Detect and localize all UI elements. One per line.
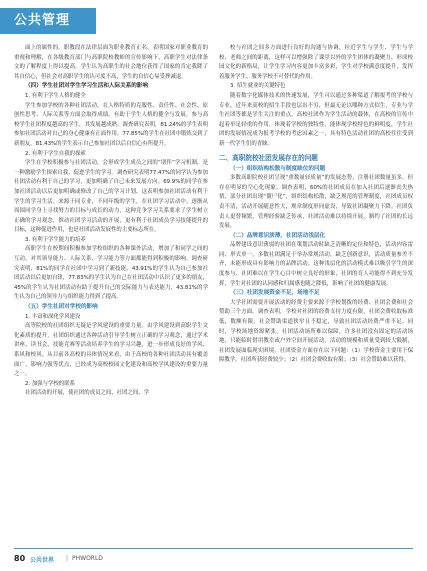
paragraph: 校与社团之间多方面进行良好的沟通与协调，拉近学生与学生、学生与学校、老师之间的距离，这样可以增强除了课堂以外的学生团体的凝聚力，形成校园文化的新格局，让学生学习内容更加丰富多彩，学生对学校满意度提升，发挥着服务学生、服务学校不可替代的作用。 — [219, 45, 413, 80]
subsection-heading: （三）社团发展资金不足，场地不足 — [230, 290, 320, 297]
paragraph: 3. 有利于学生能力的培养 — [25, 236, 86, 243]
subsection-heading: （四）学生社团对学生学习生活和人际关系的影响 — [25, 83, 149, 90]
subsection-heading: （五）学生社团对学校的影响 — [25, 304, 98, 311]
subsection-heading: （一）组织结构松散与制度缺位的问题 — [230, 165, 326, 172]
left-column — [14, 44, 208, 540]
page-number: 80 — [14, 554, 26, 563]
paragraph: 多数高职院校社团呈现“重数量轻质量”的发展态势，注册社团数量虽多，但存在明显的空心化现象。调查表明，60%的社团成员在加入社团后逐渐丧失热情，部分社团出现“僵尸化”，组织结构松散，缺乏规范的管理制度，社团成员权责不清，活动开展随意性大，规章制度形同虚设，导致社团凝聚力下降。社团负责人更替频繁，管理经验缺乏传承，社团活动难以持续开展，制约了社团的长远发展。 — [219, 175, 413, 230]
article-body — [14, 44, 413, 540]
magazine-title: 公共世界 — [30, 557, 55, 564]
paragraph: 随着数字化媒体技术的快速发展，学生可以通过多种渠道了解报考的学校与专业，近年来高校的招生手段也层出不穷，但最无论以哪种方式招生，专业与学生社团等都是学生关注的重点，高校社团作为学生活动的载体，在高校的宣传中起着举足轻重的作用，体现着学校的独特性，能体现学校特色的鲜明度，学生社团的发展情况成为报考学校的考虑因素之一，具有特色活动社团的高校往往受到新一代学生们的青睐。 — [219, 92, 413, 147]
paragraph: 1. 丰富和深化学风建设 — [25, 313, 81, 320]
footer-separator: | — [66, 555, 69, 562]
paragraph: 3. 招生就业的关键特色 — [230, 83, 286, 90]
page-header — [0, 0, 427, 44]
paragraph: 学生在学校积极参与社团活动，会形成学生成员之间的“朋伴”学习机制，是一种激励学生探索自我、促进学生的学习。调查研究表明77.47%的同学认为参加社团活动有利于自己的学习，更加明确了自己未来发展方向。69.9%的同学在参加社团活动以后更加明确或修改了自己的学习计划，这表明参加社团活动有利于学生的学习生活。来源于同专业，不同年级的学生，在社团学习活动中，逐渐从周围同学身上寻找努力的目标与成长的动力，这种竞争学习关系要求了学生树立正确的学习观念，推动社团学习活动的开展，更有利于社团成员学习技能提升的目标，这种促进作用，也是社团活动发展性的主要标志所在。 — [14, 160, 208, 234]
right-column — [219, 44, 413, 540]
subsection-heading: （二）品牌意识淡薄，社团活动浅层化 — [230, 232, 326, 239]
paragraph: 学生参加学校的各种社团活动，在人格特质的克服性、责任性、社会性、原创性思考、人际关系等方面会取得成绩。有助于学生人格的健全与发展。参与高校学生社团程度越高的学生，其发展越成熟。调查研究表明，81.24%的学生表明参加社团活动对自己的身心健康有正面作用。77.85%的学生在社团中锻炼交到了新朋友，81.43%的学生表示自己参加社团以后自信心有所提升。 — [14, 102, 208, 147]
paragraph: 大学社团需要开展活动的经费主要来源于学校划拨的经费、社团会费和社会赞助三个方面。调查表明，学校对社团的经费支持力度有限，社团会费收取标准低，数额有限，社会赞助渠道狭窄且不稳定，导致社团活动经费严重不足。同时，学校场地资源紧张，社团活动场所难以保障，许多社团没有固定的活动场地，只能临时借用教室或户外空间开展活动，活动的规模和质量受到较大限制，社团发展面临现实困境。社团资金方面存在以下问题：（1）学校资金主要用于保障教学，社团所获经费较少；（2）社团会费收取有限；（3）社会赞助难以获得。 — [219, 299, 413, 364]
paragraph: 品牌建设意识薄弱的社团在策划活动时缺乏清晰的定位和特色，活动内容雷同、形式单一，多数社团满足于举办常规活动，缺乏创新意识，活动质量参差不齐，未能形成具有影响力的品牌活动。这种浅层化的活动模式难以吸引学生的深度参与，社团难以在学生心目中树立良好的形象，社团的育人功能得不到充分发挥，学生对社团的认同感和归属感也随之降低，影响了社团的健康发展。 — [219, 242, 413, 287]
page-footer — [0, 548, 427, 568]
paragraph: 2. 加强与学校的联系 — [25, 380, 75, 387]
paragraph: 面上的属性的。职教段在法律层面为职业教育正名，表明国家对职业教育的重视和理解，在各级教育部门与高职院校教师的宣传影响下，高职学生对法律条文的了解程度上得以提高，学生认为高职生的社会地位获得了国家的肯定我降了其自信心，但社会对高职学生的认可度不高，学生的自信心易受挫减退。 — [14, 45, 208, 80]
section-heading: 二、高职院校社团发展存在的问题 — [219, 153, 318, 162]
paragraph: 社团活动的开展，使社团的成员之间、社团之间、学 — [25, 390, 149, 397]
paragraph: 2. 有利于学生自我的探索 — [25, 150, 86, 157]
section-tab: 公共管理 — [0, 8, 96, 34]
paragraph: 高等院校的社团组织无疑是学风建设的重要力量。由学风建设到高职学生文化素质的提升，社团组织通过各种活动引导学生树立正确的学习观念，通过学术讲座、读书会、技能竞赛等活动培养学生的学习兴趣，进一步形成良好的学风、系风和校风。从目前各高校的具体情况来看，由于高校的各种社团活动具有覆盖面广、影响力强等优点，已经成为高校校园文化建设和高校学风建设的重要力量之一。 — [14, 323, 208, 378]
footer-rule — [14, 548, 413, 549]
magazine-site: PHWORLD — [72, 555, 103, 562]
paragraph: 1. 有利于学生人格的健全 — [25, 92, 86, 99]
paragraph: 高职学生在校期间积极参加学校组织的各种课外活动，增加了和同学之间的互动，对其领导能力、人际关系、学习能力等方面都能得到积极的影响。调查研究表明，81%的同学在社团中学习到了新技能，43.91%的学生认为自己参加社团活动以后更加自律，77.83%的学生认为自己在社团活动中认识了更多的朋友，45%的学生认为社团活动有助于提升自己的交际能力与表达能力，43.81%的学生认为自己的领导力与组织能力得到了提高。 — [14, 246, 208, 301]
